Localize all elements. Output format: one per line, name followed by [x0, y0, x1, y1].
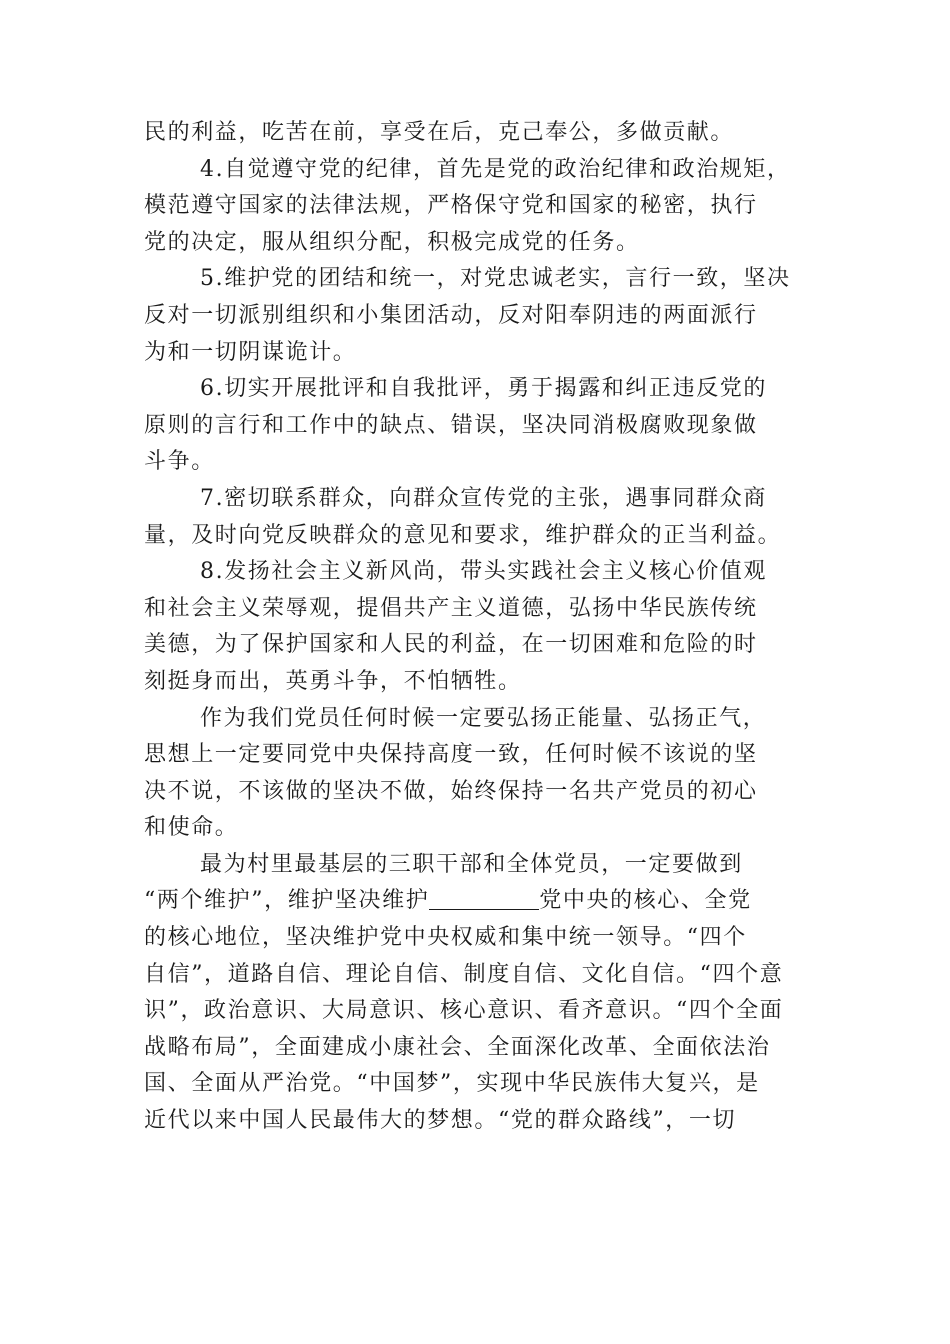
text-line: 7.密切联系群众，向群众宣传党的主张，遇事同群众商 — [200, 485, 767, 511]
text-line: 民的利益，吃苦在前，享受在后，克己奉公，多做贡献。 — [144, 120, 735, 145]
text-line: 为和一切阴谋诡计。 — [144, 339, 357, 365]
text-line: 和使命。 — [144, 815, 239, 841]
text-line: 斗争。 — [144, 449, 215, 475]
text-line: 5.维护党的团结和统一，对党忠诚老实，言行一致，坚决 — [200, 266, 791, 292]
text-line: 8.发扬社会主义新风尚，带头实践社会主义核心价值观 — [200, 559, 767, 585]
text-line: 和社会主义荣辱观，提倡共产主义道德，弘扬中华民族传统 — [144, 595, 758, 621]
document-body — [144, 115, 808, 1140]
text-line: 量，及时向党反映群众的意见和要求，维护群众的正当利益。 — [144, 522, 782, 548]
text-segment: “两个维护”，维护坚决维护 — [144, 888, 430, 914]
text-line: 作为我们党员任何时候一定要弘扬正能量、弘扬正气， — [200, 705, 767, 731]
text-line: 战略布局”，全面建成小康社会、全面深化改革、全面依法治 — [144, 1034, 771, 1060]
text-line: 党的决定，服从组织分配，积极完成党的任务。 — [144, 229, 640, 255]
text-line: 识”，政治意识、大局意识、核心意识、看齐意识。“四个全面 — [144, 998, 784, 1024]
text-line: 模范遵守国家的法律法规，严格保守党和国家的秘密，执行 — [144, 193, 758, 219]
text-line: 近代以来中国人民最伟大的梦想。“党的群众路线”，一切 — [144, 1108, 737, 1134]
text-line: 4.自觉遵守党的纪律，首先是党的政治纪律和政治规矩， — [200, 156, 791, 182]
text-line: 的核心地位，坚决维护党中央权威和集中统一领导。“四个 — [144, 925, 747, 951]
fill-in-blank — [429, 887, 539, 910]
text-line: 思想上一定要同党中央保持高度一致，任何时候不该说的坚 — [144, 742, 758, 768]
text-line: 最为村里最基层的三职干部和全体党员，一定要做到 — [200, 851, 743, 877]
text-line: 自信”，道路自信、理论自信、制度自信、文化自信。“四个意 — [144, 961, 784, 987]
text-line: 美德，为了保护国家和人民的利益，在一切困难和危险的时 — [144, 632, 758, 658]
text-line-with-blank — [144, 883, 808, 920]
text-segment: 党中央的核心、全党 — [539, 888, 752, 914]
text-line: 原则的言行和工作中的缺点、错误，坚决同消极腐败现象做 — [144, 412, 758, 438]
text-line: 6.切实开展批评和自我批评，勇于揭露和纠正违反党的 — [200, 376, 767, 402]
text-line: 反对一切派别组织和小集团活动，反对阳奉阴违的两面派行 — [144, 302, 758, 328]
text-line: 国、全面从严治党。“中国梦”，实现中华民族伟大复兴，是 — [144, 1071, 760, 1097]
text-line: 刻挺身而出，英勇斗争，不怕牺牲。 — [144, 668, 522, 694]
text-line: 决不说，不该做的坚决不做，始终保持一名共产党员的初心 — [144, 778, 758, 804]
